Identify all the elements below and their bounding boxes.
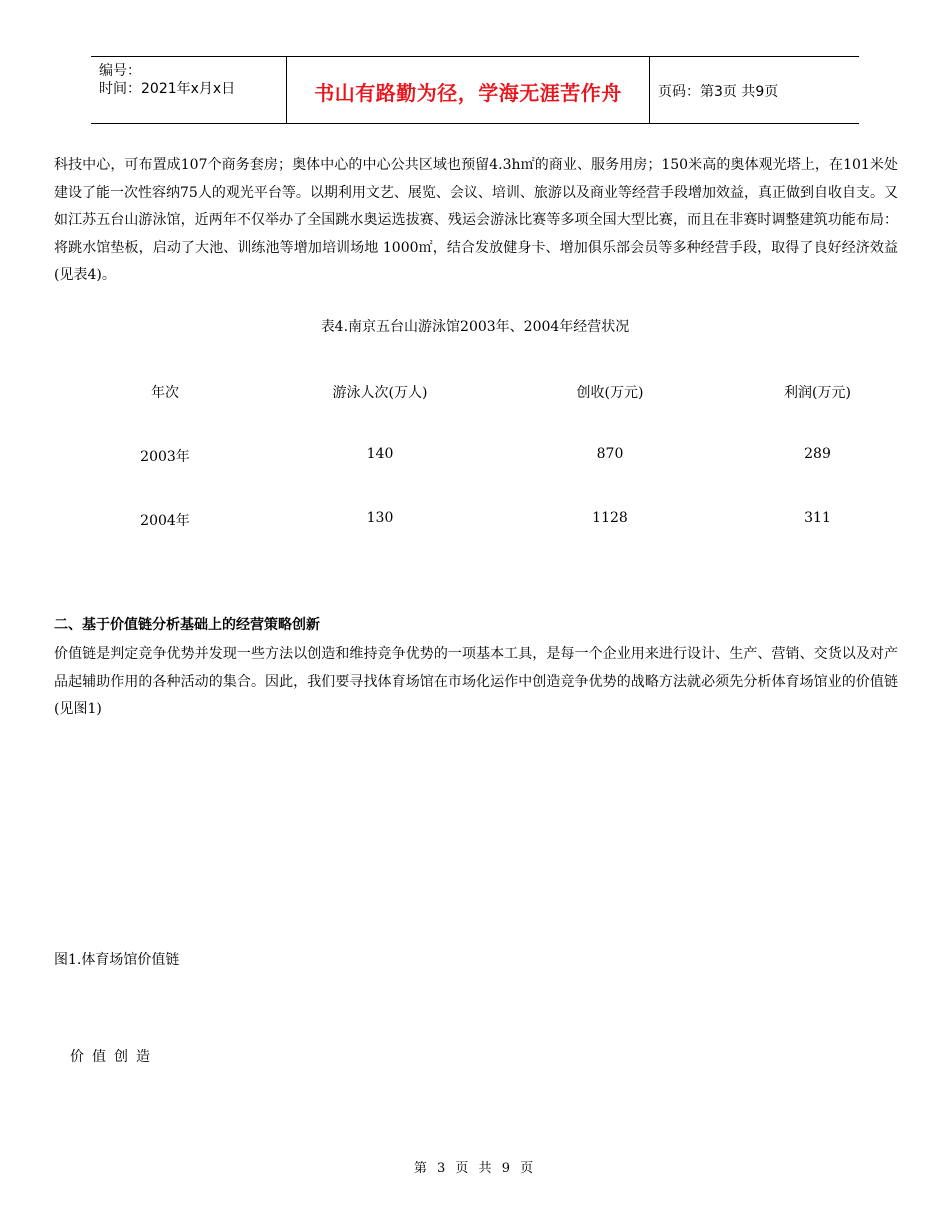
- body-paragraph-2: 价值链是判定竞争优势并发现一些方法以创造和维持竞争优势的一项基本工具，是每一个企业用来进行设计、生产、营销、交货以及对产品起辅助作用的各种活动的集合。因此，我们要寻找体育场馆在市场化运作中创造竞争优势的战略方法就必须先分析体育场馆业的价值链(见图1): [54, 646, 898, 717]
- table-cell: 2003年: [140, 449, 190, 465]
- section-heading: 二、基于价值链分析基础上的经营策略创新: [54, 617, 320, 633]
- table-header-year: 年次: [151, 385, 179, 401]
- header-page-code: 页码：第3页 共9页: [658, 84, 779, 100]
- body-paragraph-1: 科技中心，可布置成107个商务套房；奥体中心的中心公共区域也预留4.3h㎡的商业、服务用房；150米高的奥体观光塔上，在101米处建设了能一次性容纳75人的观光平台等。以期利用文艺、展览、会议、培训、旅游以及商业等经营手段增加效益，真正做到自收自支。又如江苏五台山游泳馆，近两年不仅举办了全国跳水奥运选拔赛、残运会游泳比赛等多项全国大型比赛，而且在非赛时调整建筑功能布局：将跳水馆垫板，启动了大池、训练池等增加培训场地 1000㎡，结合发放健身卡、增加俱乐部会员等多种经营手段，取得了良好经济效益(见表4)。: [54, 157, 898, 283]
- header-motto-cell: [287, 57, 650, 123]
- page-footer: 第 3 页 共 9 页: [413, 1161, 537, 1176]
- header-page-cell: [650, 57, 859, 123]
- value-creation-label: 价值创造: [70, 1049, 158, 1065]
- table-cell: 870: [596, 446, 624, 462]
- header-left-cell: [91, 57, 287, 123]
- table-cell: 130: [366, 510, 394, 526]
- table-cell: 1128: [592, 510, 628, 526]
- table-header-profit: 利润(万元): [784, 385, 851, 401]
- page-header: [91, 56, 859, 124]
- table-header-visitors: 游泳人次(万人): [332, 385, 428, 401]
- document-number-label: 编号：: [99, 63, 141, 79]
- table-cell: 311: [804, 510, 831, 526]
- table-header-revenue: 创收(万元): [576, 385, 644, 401]
- header-motto: 书山有路勤为径，学海无涯苦作舟: [314, 81, 622, 105]
- figure-caption: 图1.体育场馆价值链: [54, 952, 180, 968]
- table-cell: 140: [366, 446, 394, 462]
- document-time-label: 时间：2021年x月x日: [99, 81, 236, 97]
- table-caption: 表4.南京五台山游泳馆2003年、2004年经营状况: [320, 319, 630, 335]
- table-cell: 289: [804, 446, 831, 462]
- table-cell: 2004年: [140, 513, 190, 529]
